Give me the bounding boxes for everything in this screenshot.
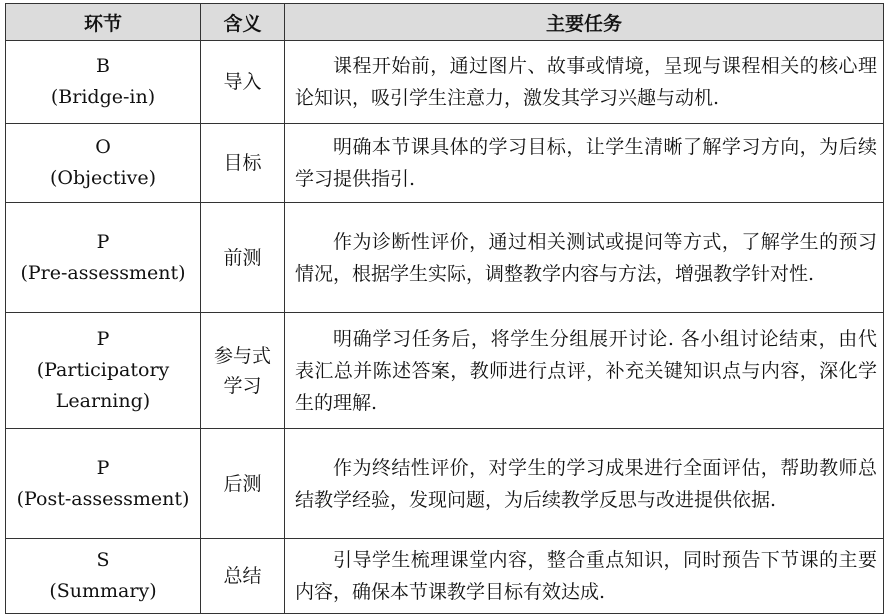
header-stage: 环节: [6, 4, 201, 41]
stage-cell: [6, 203, 201, 313]
task-cell: 明确本节课具体的学习目标，让学生清晰了解学习方向，为后续学习提供指引.: [285, 124, 884, 203]
header-task: 主要任务: [285, 4, 884, 41]
meaning-cell: 前测: [201, 203, 285, 313]
stage-code: P: [96, 230, 110, 253]
stage-english: (Participatory Learning): [36, 359, 170, 412]
meaning-cell: 目标: [201, 124, 285, 203]
stage-cell: [6, 41, 201, 124]
header-meaning: 含义: [201, 4, 285, 41]
meaning-cell: 导入: [201, 41, 285, 124]
stage-english: (Bridge-in): [50, 86, 156, 108]
bopps-table: [5, 3, 884, 614]
meaning-cell: 总结: [201, 539, 285, 614]
stage-english: (Pre-assessment): [20, 261, 186, 284]
stage-code: O: [95, 136, 111, 158]
stage-code: S: [96, 549, 110, 571]
stage-code: P: [96, 456, 110, 479]
stage-english: (Post-assessment): [16, 487, 190, 510]
meaning-cell: 参与式学习: [201, 313, 285, 429]
table-row: [6, 203, 884, 313]
stage-english: (Summary): [49, 580, 157, 602]
task-cell: 课程开始前，通过图片、故事或情境，呈现与课程相关的核心理论知识，吸引学生注意力，激发其学习兴趣与动机.: [285, 41, 884, 124]
table-header: [6, 4, 884, 41]
task-cell: 作为终结性评价，对学生的学习成果进行全面评估，帮助教师总结教学经验，发现问题，为后续教学反思与改进提供依据.: [285, 429, 884, 539]
stage-cell: [6, 124, 201, 203]
table-row: [6, 313, 884, 429]
table-body: [6, 41, 884, 614]
table-row: [6, 41, 884, 124]
header-row: [6, 4, 884, 41]
meaning-cell: 后测: [201, 429, 285, 539]
table-row: [6, 124, 884, 203]
stage-code: B: [96, 55, 110, 77]
stage-cell: [6, 539, 201, 614]
table-row: [6, 429, 884, 539]
stage-english: (Objective): [49, 167, 157, 189]
stage-cell: [6, 429, 201, 539]
task-cell: 明确学习任务后，将学生分组展开讨论. 各小组讨论结束，由代表汇总并陈述答案，教师进行点评，补充关键知识点与内容，深化学生的理解.: [285, 313, 884, 429]
stage-code: P: [96, 328, 110, 350]
task-cell: 引导学生梳理课堂内容，整合重点知识，同时预告下节课的主要内容，确保本节课教学目标有效达成.: [285, 539, 884, 614]
stage-cell: [6, 313, 201, 429]
table-row: [6, 539, 884, 614]
task-cell: 作为诊断性评价，通过相关测试或提问等方式，了解学生的预习情况，根据学生实际，调整教学内容与方法，增强教学针对性.: [285, 203, 884, 313]
